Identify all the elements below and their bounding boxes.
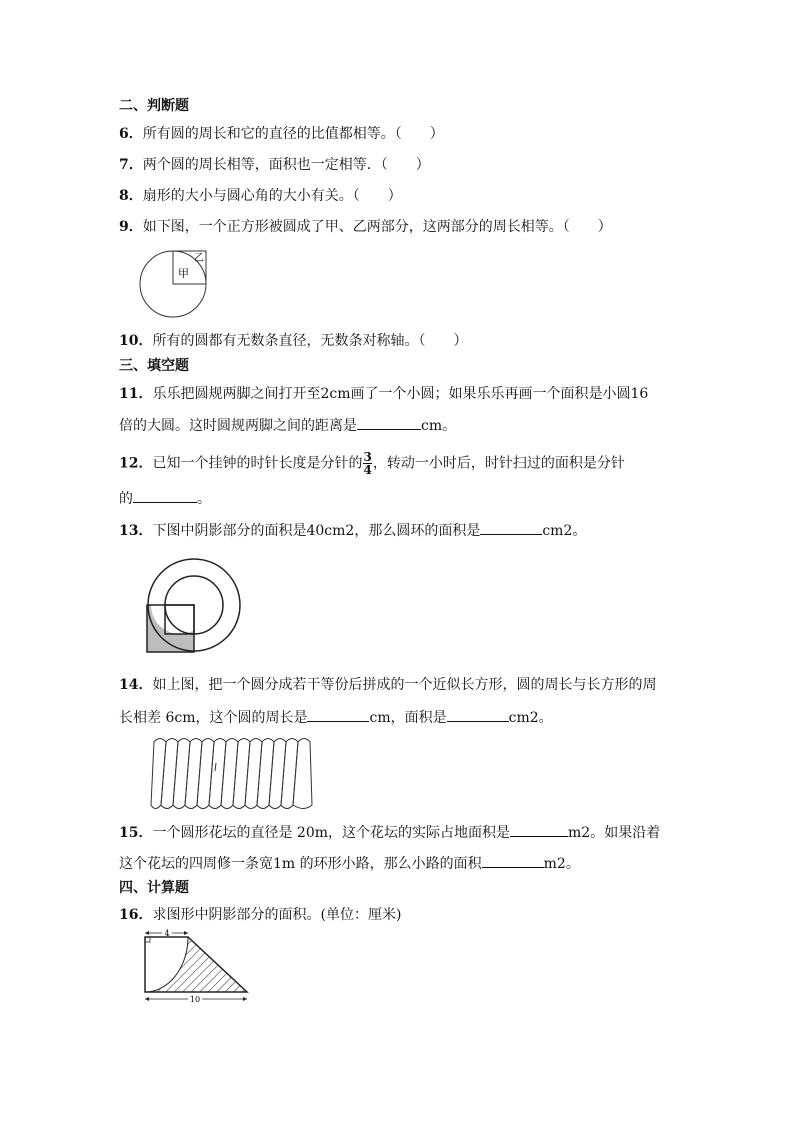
question-text: 。: [197, 491, 211, 507]
section-title-fill: 三、填空题: [119, 358, 189, 374]
question-text: 一个圆形花坛的直径是 20m，这个花坛的实际占地面积是: [152, 825, 511, 841]
question-13: [119, 520, 586, 540]
question-text: 两个圆的周长相等，面积也一定相等．（ ）: [142, 157, 430, 173]
circle-square-figure: [135, 246, 220, 318]
question-14-line2: [119, 707, 553, 727]
question-text: 如下图，一个正方形被圆成了甲、乙两部分，这两部分的周长相等。（ ）: [142, 219, 612, 235]
question-text: 扇形的大小与圆心角的大小有关。（ ）: [142, 188, 402, 204]
label-jia: 甲: [178, 267, 189, 280]
question-number: 11．: [119, 386, 153, 402]
question-number: 6．: [119, 126, 143, 142]
question-12: [119, 451, 625, 476]
question-16: [119, 906, 401, 924]
question-15: [119, 822, 660, 842]
fraction: [363, 451, 371, 476]
question-number: 15．: [119, 825, 153, 841]
question-unit: cm。: [421, 418, 457, 434]
question-12-line2: [119, 488, 211, 508]
question-number: 13．: [119, 523, 153, 539]
section-title-calc: 四、计算题: [119, 880, 189, 896]
question-text: m2。如果沿着: [568, 825, 661, 841]
question-text: 已知一个挂钟的时针长度是分针的: [152, 455, 363, 472]
question-text: 求图形中阴影部分的面积。(单位：厘米): [152, 907, 402, 923]
dim-bottom: 10: [189, 995, 201, 1004]
question-text: 长相差 6cm，这个圆的周长是: [119, 710, 308, 726]
question-text: 这个花坛的四周修一条宽1m 的环形小路，那么小路的面积: [119, 856, 482, 872]
question-text: 的: [119, 491, 133, 507]
answer-blank[interactable]: [480, 520, 542, 535]
section-title-judgement: 二、判断题: [119, 98, 189, 114]
fraction-denominator: 4: [363, 463, 372, 477]
question-text: 所有的圆都有无数条直径，无数条对称轴。（ ）: [152, 333, 468, 349]
question-8: [119, 187, 402, 205]
question-text: 如上图，把一个圆分成若干等份后拼成的一个近似长方形，圆的周长与长方形的周: [152, 677, 657, 693]
label-yi: 乙: [194, 253, 204, 264]
question-text: 所有圆的周长和它的直径的比值都相等。（ ）: [142, 126, 444, 142]
question-14: [119, 676, 656, 694]
answer-blank[interactable]: [357, 415, 421, 430]
question-number: 8．: [119, 188, 143, 204]
question-number: 10．: [119, 333, 153, 349]
answer-blank[interactable]: [447, 707, 509, 722]
question-11-line2: [119, 415, 456, 435]
answer-blank[interactable]: [482, 853, 544, 868]
question-6: [119, 125, 444, 143]
answer-blank[interactable]: [307, 707, 369, 722]
fraction-numerator: 3: [363, 450, 372, 464]
question-text: 倍的大圆。这时圆规两脚之间的距离是: [119, 418, 357, 434]
question-text: cm，面积是: [369, 710, 447, 726]
question-text: 乐乐把圆规两脚之间打开至2cm画了一个小圆；如果乐乐再画一个面积是小圆16: [152, 386, 649, 402]
question-number: 14．: [119, 677, 153, 693]
answer-blank[interactable]: [510, 822, 568, 837]
question-15-line2: [119, 853, 580, 873]
question-number: 12．: [119, 455, 153, 472]
question-unit: cm2。: [542, 523, 587, 539]
question-10: [119, 332, 467, 350]
annulus-figure: [143, 558, 245, 656]
question-number: 9．: [119, 219, 143, 235]
trapezoid-figure: [136, 928, 254, 1008]
question-11: [119, 385, 648, 403]
dim-top: 4: [164, 929, 170, 938]
answer-blank[interactable]: [133, 488, 197, 503]
question-number: 16．: [119, 907, 153, 923]
question-number: 7．: [119, 157, 143, 173]
question-unit: cm2。: [508, 710, 553, 726]
question-unit: m2。: [543, 856, 580, 872]
question-7: [119, 156, 430, 174]
question-9: [119, 218, 612, 236]
question-text: 下图中阴影部分的面积是40cm2，那么圆环的面积是: [152, 523, 481, 539]
rearranged-sectors-figure: [148, 735, 318, 811]
question-text: ，转动一小时后，时针扫过的面积是分针: [372, 455, 625, 472]
